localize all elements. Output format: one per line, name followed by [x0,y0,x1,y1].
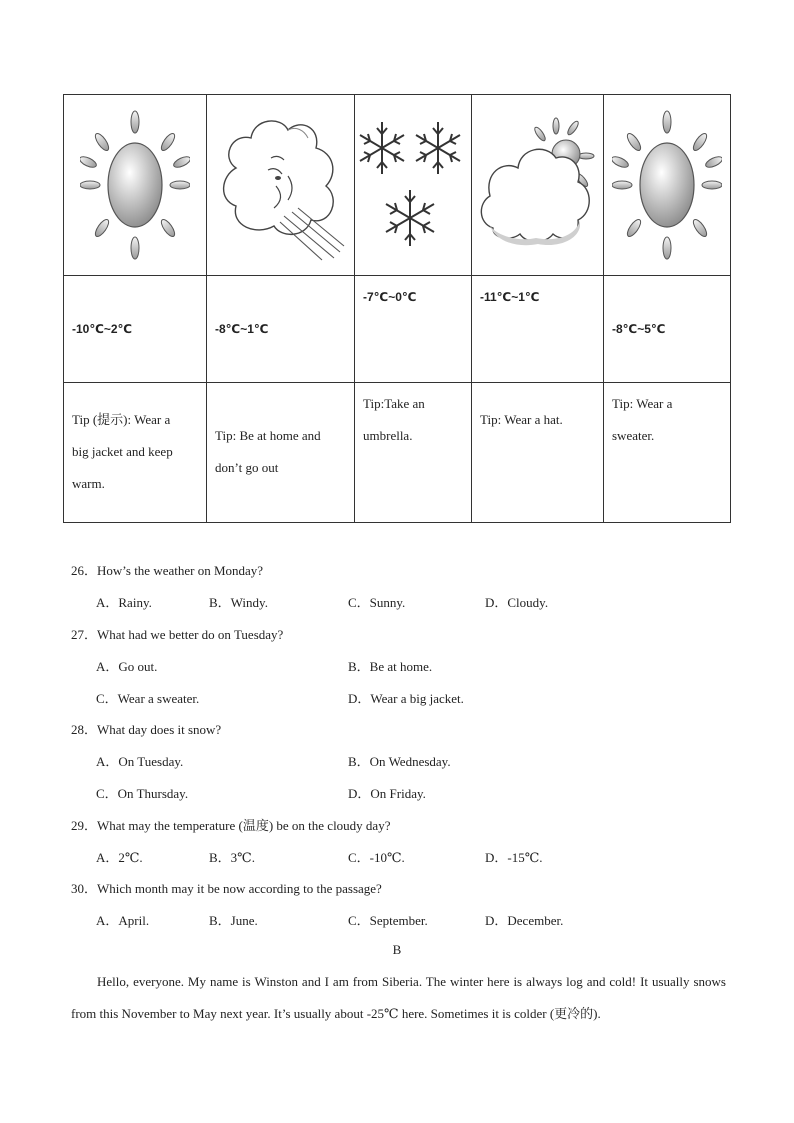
weather-cell-3 [355,95,472,276]
temp-cell-4 [472,276,604,383]
tip-cell-3 [355,383,472,523]
option-a[interactable]: A．On Tuesday. [96,754,184,769]
temperature-range: -10℃~2℃ [72,322,133,336]
cloud-icon [478,108,598,263]
temp-cell-1 [64,276,207,383]
tip-text: Tip (提示): Wear a big jacket and keep warm. [72,412,173,491]
option-a[interactable]: A．2℃. [96,850,143,865]
reading-passage: Hello, everyone. My name is Winston and I am from Siberia. The winter here is always log and cold! It usually snows from this November to May next year. It’s usually about -25℃ here. Sometimes it is colder (更冷的). [71,974,726,1021]
tip-text: Tip:Take an umbrella. [363,396,425,443]
option-d[interactable]: D．Wear a big jacket. [348,691,464,706]
question-stem: 29．What may the temperature (温度) be on the cloudy day? [71,818,391,833]
option-d[interactable]: D．Cloudy. [485,595,549,610]
question-stem: 28．What day does it snow? [71,722,222,737]
tip-text: Tip: Be at home and don’t go out [215,428,321,475]
temp-cell-3 [355,276,472,383]
weather-cell-5 [604,95,731,276]
question-stem: 26．How’s the weather on Monday? [71,563,264,578]
option-b[interactable]: B．Windy. [209,595,268,610]
option-d[interactable]: D．On Friday. [348,786,426,801]
question-stem: 27．What had we better do on Tuesday? [71,627,284,642]
option-b[interactable]: B．3℃. [209,850,255,865]
question-stem: 30．Which month may it be now according to the passage? [71,881,382,896]
temperature-range: -11℃~1℃ [480,290,540,304]
option-b[interactable]: B．June. [209,913,258,928]
tip-text: Tip: Wear a hat. [480,412,563,427]
tip-cell-4 [472,383,604,523]
weather-cell-2 [207,95,355,276]
sun-icon [80,110,190,260]
option-a[interactable]: A．April. [96,913,150,928]
option-b[interactable]: B．Be at home. [348,659,433,674]
option-c[interactable]: C．-10℃. [348,850,405,865]
tip-cell-2 [207,383,355,523]
option-c[interactable]: C．On Thursday. [96,786,189,801]
option-d[interactable]: D．December. [485,913,564,928]
option-b[interactable]: B．On Wednesday. [348,754,451,769]
weather-table [63,94,731,523]
temp-cell-2 [207,276,355,383]
temp-cell-5 [604,276,731,383]
snowflake-icon [358,108,468,263]
temperature-range: -7℃~0℃ [363,290,417,304]
option-c[interactable]: C．Wear a sweater. [96,691,200,706]
option-c[interactable]: C．Sunny. [348,595,406,610]
tip-cell-5 [604,383,731,523]
option-c[interactable]: C．September. [348,913,428,928]
weather-cell-4 [472,95,604,276]
tip-text: Tip: Wear a sweater. [612,396,673,443]
weather-cell-1 [64,95,207,276]
wind-icon [216,108,346,263]
option-d[interactable]: D．-15℃. [485,850,543,865]
temperature-range: -8℃~5℃ [612,322,666,336]
temperature-range: -8℃~1℃ [215,322,269,336]
sun-icon [612,110,722,260]
tip-cell-1 [64,383,207,523]
section-heading: B [392,942,402,957]
option-a[interactable]: A．Go out. [96,659,158,674]
option-a[interactable]: A．Rainy. [96,595,152,610]
